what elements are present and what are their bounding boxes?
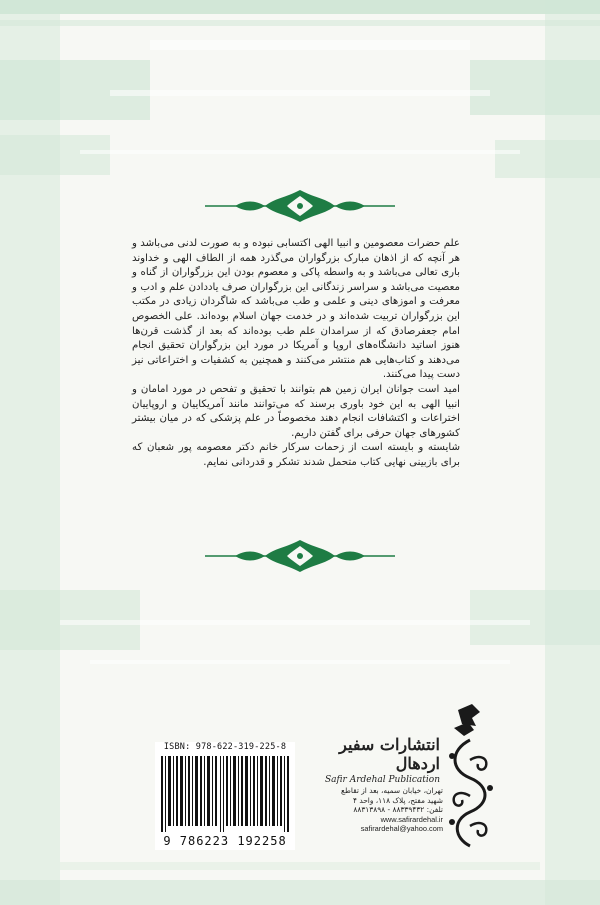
publisher-logo-icon	[440, 700, 500, 850]
barcode-bars	[159, 756, 291, 832]
isbn-label: ISBN: 978-622-319-225-8	[163, 742, 287, 752]
paragraph-2: امید است جوانان ایران زمین هم بتوانند با تحقیق و تفحص در مورد امامان و انبیا الهی به این خود باوری برسند که می‌توانند مانند آمریکاییان و اروپاییان اختراعات و اکتشافات انجام دهند مخصوصاً در علم پزشکی که در میان بیشتر کشورهای جهان حرفی برای گفتن داریم.	[132, 383, 460, 439]
website-link[interactable]: www.safirardehal.ir	[380, 814, 443, 824]
email-link[interactable]: safirardehal@yahoo.com	[360, 824, 443, 834]
paragraph-1: علم حضرات معصومین و انبیا الهی اکتسابی نبوده و به صورت لدنی می‌باشد و هر آنچه که از اذهان مبارک بزرگواران می‌گذرد همه از الطاف الهی و خداوند باری تعالی می‌باشد و به واسطه پاکی و معصوم بودن این بزرگواران از گناه و معصیت می‌باشد و سراسر زندگانی این بزرگواران صرف یاددادن علم و ادب و معرفت و اموزهای دینی و علمی و طب می‌باشد که شاگردان زیادی در مکتب این بزرگواران تربیت شده‌اند و در خدمت جهان اسلام بوده‌اند. علی الخصوص امام جعفرصادق که از سرامدان علم طب بوده‌اند که بعد از گذشت قرن‌ها هنوز اساتید دانشگاه‌های اروپا و آمریکا در مورد این بزرگواران تحقیق انجام می‌دهند و کتاب‌هایی هم منتشر می‌کنند و همچنین به کشفیات و اختراعاتی نیز دست پیدا می‌کنند.	[132, 238, 460, 381]
barcode-block	[155, 742, 295, 850]
paragraph-3: شایسته و بایسته است از زحمات سرکار خانم دکتر معصومه پور شعبان که برای بازبینی نهایی کتاب متحمل شدند تشکر و قدردانی نمایم.	[132, 442, 460, 468]
bottom-ornament	[205, 538, 395, 574]
address-line-1: تهران، خیابان سمیه، بعد از تقاطع	[341, 786, 443, 795]
phone-line: تلفن: ۸۸۳۳۹۴۳۲ - ۸۸۳۱۳۸۹۸	[353, 805, 443, 815]
barcode-number: 9 786223 192258	[163, 834, 287, 848]
publisher-name-fa: انتشارات سفیر اردهال	[339, 735, 440, 773]
contact-block	[298, 786, 443, 834]
address-line-2: شهید مفتح، پلاک ۱۱۸، واحد ۴	[353, 795, 443, 805]
publisher-name-en: Safir Ardehal Publication	[325, 775, 440, 785]
body-text	[132, 237, 460, 471]
publisher-block	[300, 735, 440, 785]
top-ornament	[205, 188, 395, 224]
